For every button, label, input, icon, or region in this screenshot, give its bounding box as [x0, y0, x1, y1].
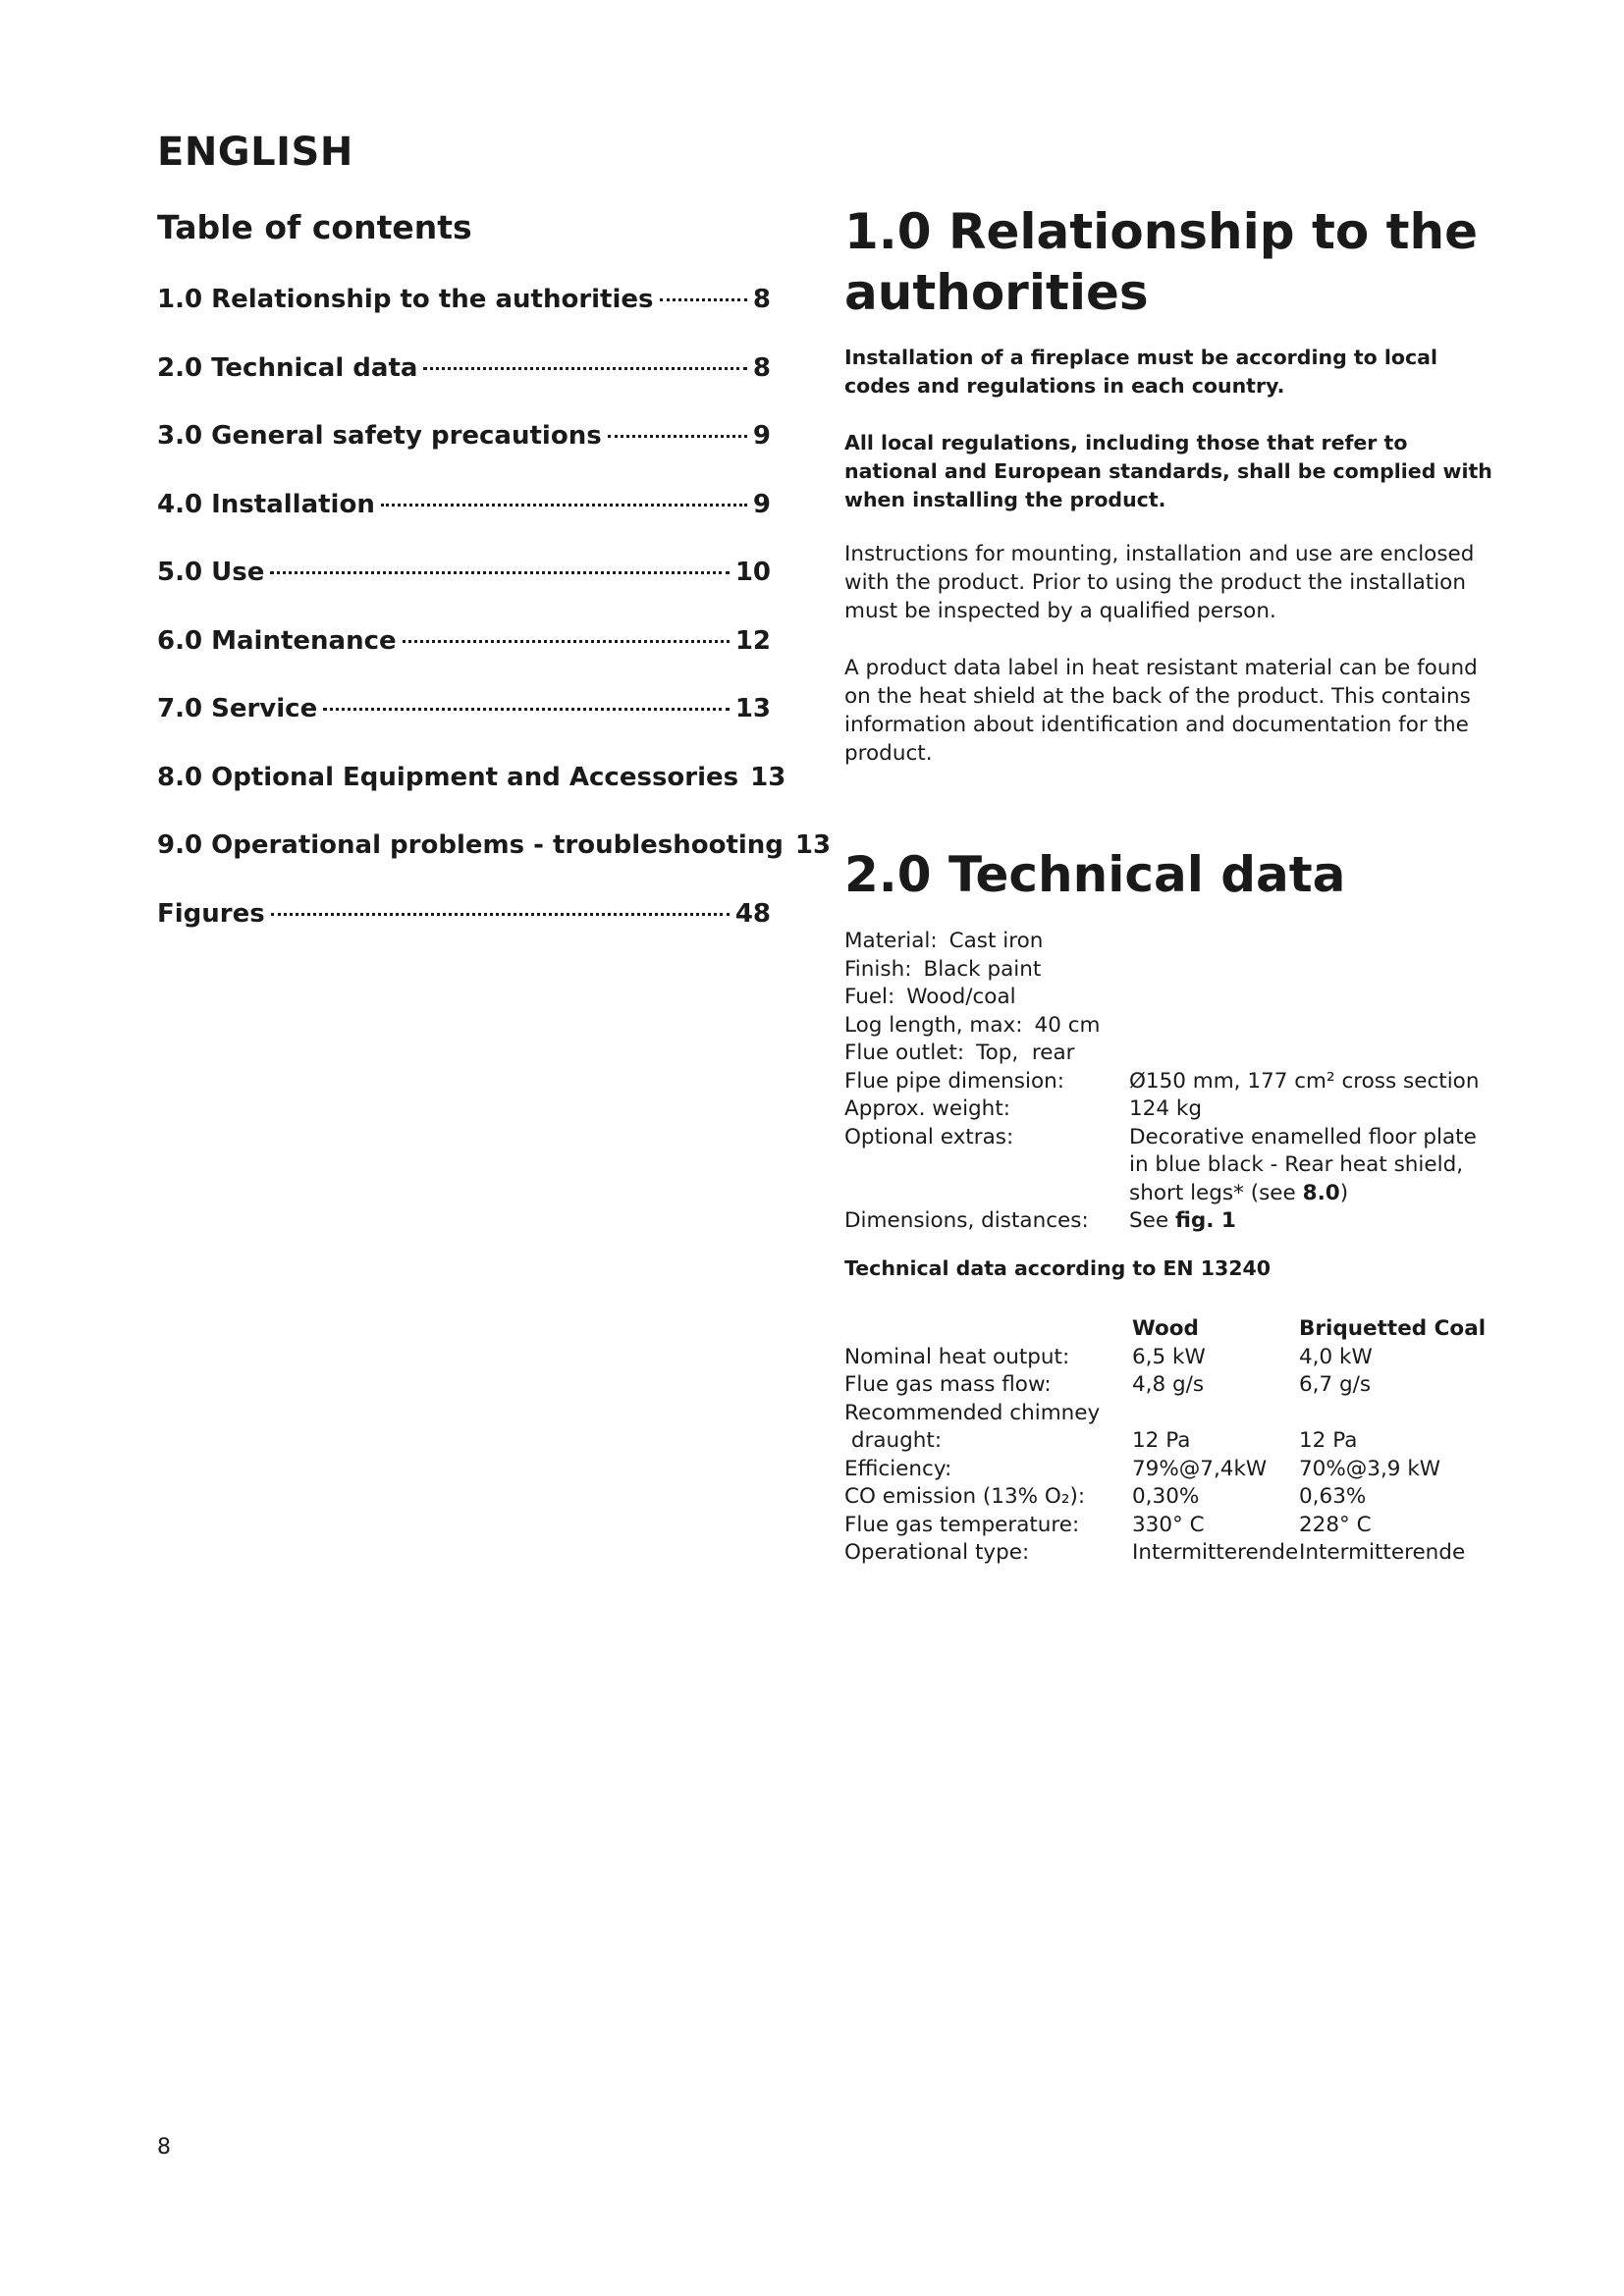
extras-value-text: Decorative enamelled floor plate in blue black - Rear heat shield, short legs* (see	[1129, 1124, 1477, 1205]
toc-item[interactable]	[157, 421, 771, 490]
spec-row	[844, 1012, 1492, 1041]
pipe-value: Ø150 mm, 177 cm² cross section	[1129, 1068, 1480, 1094]
table-row	[844, 1400, 1512, 1428]
extras-ref: 8.0	[1302, 1180, 1340, 1205]
section1-para4: A product data label in heat resistant material can be found on the heat shield at the back of the product. This contains information about identification and documentation for the product.	[844, 656, 1478, 766]
row-wood: 79%@7,4kW	[1132, 1456, 1268, 1481]
spec-list	[844, 928, 1492, 1236]
toc-item[interactable]	[157, 830, 832, 899]
section1-heading: 1.0 Relationship to the authorities	[844, 203, 1479, 321]
toc-leader	[660, 298, 747, 301]
toc-item-page: 13	[750, 762, 786, 792]
spec-label: Material:	[844, 929, 938, 953]
spec-row	[844, 1124, 1492, 1208]
row-coal: 4,0 kW	[1299, 1344, 1373, 1369]
toc-item[interactable]	[157, 899, 771, 968]
dims-ref: fig. 1	[1174, 1208, 1236, 1233]
row-coal: Intermitterende	[1299, 1540, 1466, 1565]
spec-row	[844, 1095, 1492, 1124]
table-row	[844, 1539, 1512, 1568]
toc-leader	[323, 708, 730, 711]
table-header	[844, 1315, 1512, 1344]
toc-item-page: 13	[794, 830, 832, 860]
row-wood: Intermitterende	[1132, 1540, 1299, 1565]
section1-para2: All local regulations, including those that refer to national and European standards, shall be complied with when installing the product.	[844, 431, 1492, 511]
row-label: Recommended chimney	[844, 1400, 1101, 1425]
toc-leader	[403, 640, 730, 643]
toc-item-page: 8	[752, 352, 771, 383]
toc-item-page: 10	[734, 558, 771, 587]
toc-item-label: 8.0 Optional Equipment and Accessories	[157, 762, 739, 792]
toc-item-page: 12	[734, 625, 771, 656]
table-row	[844, 1344, 1512, 1372]
table-row	[844, 1483, 1512, 1512]
spec-label: Flue outlet:	[844, 1041, 965, 1065]
weight-label: Approx. weight:	[844, 1096, 1010, 1121]
dims-label: Dimensions, distances:	[844, 1208, 1089, 1233]
spec-row	[844, 1040, 1492, 1068]
row-wood: 12 Pa	[1132, 1428, 1191, 1453]
spec-label: Log length, max:	[844, 1012, 1023, 1038]
toc-leader	[423, 367, 746, 370]
toc-title: Table of contents	[157, 208, 472, 246]
dims-value-text: See	[1129, 1208, 1175, 1233]
toc-item-page: 48	[734, 898, 771, 929]
toc-item-label: Figures	[157, 898, 265, 929]
row-label: draught:	[844, 1428, 943, 1453]
toc-item[interactable]	[157, 694, 771, 763]
spec-label: Fuel:	[844, 985, 895, 1009]
toc-leader	[381, 504, 747, 507]
toc-item[interactable]	[157, 285, 771, 353]
table-row	[844, 1371, 1512, 1400]
spec-value: Top, rear	[976, 1041, 1075, 1065]
section2-heading: 2.0 Technical data	[844, 846, 1346, 903]
performance-table	[844, 1315, 1512, 1568]
row-label: Nominal heat output:	[844, 1344, 1070, 1369]
col-coal: Briquetted Coal	[1299, 1316, 1487, 1341]
table-of-contents	[157, 285, 832, 967]
row-wood: 0,30%	[1132, 1484, 1200, 1509]
row-coal: 12 Pa	[1299, 1428, 1358, 1453]
toc-item-label: 4.0 Installation	[157, 489, 375, 519]
row-label: Operational type:	[844, 1540, 1030, 1565]
row-coal	[1299, 1400, 1512, 1428]
spec-row	[844, 1068, 1492, 1096]
table-row	[844, 1512, 1512, 1540]
row-wood: 4,8 g/s	[1132, 1372, 1205, 1397]
toc-item[interactable]	[157, 762, 786, 831]
table-row	[844, 1427, 1512, 1456]
pipe-label: Flue pipe dimension:	[844, 1068, 1064, 1094]
toc-item[interactable]	[157, 490, 771, 559]
row-wood: 330° C	[1132, 1512, 1205, 1537]
row-wood	[1132, 1400, 1299, 1428]
spec-value: 40 cm	[1034, 1012, 1101, 1038]
spec-value: Black paint	[923, 956, 1042, 982]
toc-leader	[608, 435, 747, 438]
spec-label: Finish:	[844, 956, 912, 982]
section1-para3: Instructions for mounting, installation and use are enclosed with the product. Prior to using the product the installation must be inspected by a qualified person.	[844, 542, 1475, 623]
toc-item-label: 9.0 Operational problems - troubleshooting	[157, 830, 784, 860]
spec-row	[844, 928, 1492, 956]
spec-row	[844, 984, 1492, 1012]
row-coal: 70%@3,9 kW	[1299, 1456, 1441, 1481]
row-coal: 228° C	[1299, 1512, 1372, 1537]
toc-item-page: 9	[752, 421, 771, 451]
row-coal: 0,63%	[1299, 1484, 1367, 1509]
toc-item-label: 6.0 Maintenance	[157, 625, 397, 656]
extras-label: Optional extras:	[844, 1124, 1014, 1149]
weight-value: 124 kg	[1129, 1096, 1202, 1121]
toc-leader	[271, 913, 730, 916]
toc-item-page: 8	[752, 285, 771, 314]
toc-leader	[270, 571, 729, 574]
dims-value	[1129, 1207, 1492, 1236]
toc-item-label: 5.0 Use	[157, 558, 265, 587]
table-row	[844, 1456, 1512, 1484]
toc-item-page: 13	[734, 694, 771, 723]
spec-row	[844, 1207, 1492, 1236]
section1-para1: Installation of a fireplace must be according to local codes and regulations in each country.	[844, 346, 1438, 398]
toc-item[interactable]	[157, 353, 771, 422]
spec-value: Wood/coal	[906, 985, 1016, 1009]
en13240-subheading: Technical data according to EN 13240	[844, 1256, 1272, 1280]
spec-row	[844, 956, 1492, 985]
extras-suffix: )	[1339, 1180, 1349, 1205]
toc-item-label: 7.0 Service	[157, 694, 318, 723]
toc-item[interactable]	[157, 558, 771, 626]
row-label: Efficiency:	[844, 1456, 952, 1481]
row-label: Flue gas temperature:	[844, 1512, 1080, 1537]
col-wood: Wood	[1132, 1316, 1199, 1341]
row-label: Flue gas mass flow:	[844, 1372, 1052, 1397]
toc-item-label: 2.0 Technical data	[157, 352, 418, 383]
row-wood: 6,5 kW	[1132, 1344, 1206, 1369]
spec-value: Cast iron	[948, 929, 1044, 953]
toc-item-label: 1.0 Relationship to the authorities	[157, 285, 654, 314]
language-heading: ENGLISH	[157, 130, 353, 175]
page-number: 8	[157, 2135, 171, 2160]
toc-item-page: 9	[752, 489, 771, 519]
row-label: CO emission (13% O₂):	[844, 1484, 1086, 1509]
row-coal: 6,7 g/s	[1299, 1372, 1372, 1397]
extras-value	[1129, 1124, 1492, 1208]
toc-item[interactable]	[157, 626, 771, 695]
toc-item-label: 3.0 General safety precautions	[157, 421, 602, 451]
